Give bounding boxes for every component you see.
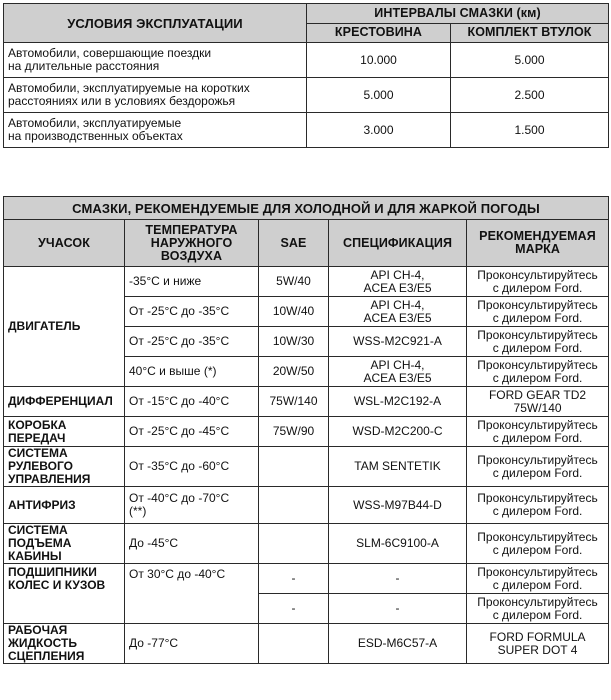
brand-cell: Проконсультируйтесь с дилером Ford.	[467, 417, 609, 447]
sae-cell: -	[259, 564, 329, 594]
spec-cell: SLM-6C9100-A	[329, 524, 467, 564]
temp-cell: 40°С и выше (*)	[125, 357, 259, 387]
temp-cell: До -77°С	[125, 624, 259, 664]
sae-cell	[259, 487, 329, 524]
sae-cell: 75W/90	[259, 417, 329, 447]
spec-cell: -	[329, 564, 467, 594]
table-row	[4, 43, 609, 78]
condition-cell: Автомобили, эксплуатируемые на коротких расстояниях или в условиях бездорожья	[4, 78, 307, 113]
spec-cell: WSL-M2C192-A	[329, 387, 467, 417]
brand-cell: Проконсультируйтесь с дилером Ford.	[467, 594, 609, 624]
table-row	[4, 417, 609, 447]
brand-cell: FORD GEAR TD2 75W/140	[467, 387, 609, 417]
table-row	[4, 524, 609, 564]
temp-cell: До -45°С	[125, 524, 259, 564]
table-row	[4, 267, 609, 297]
spec-cell: -	[329, 594, 467, 624]
bushing-value: 2.500	[451, 78, 609, 113]
lubrication-intervals-table	[3, 3, 609, 148]
table-row	[4, 624, 609, 664]
temp-cell: От -35°С до -60°С	[125, 447, 259, 487]
temp-cell: -35°С и ниже	[125, 267, 259, 297]
section-header: УЧАСОК	[4, 220, 125, 267]
spec-cell: TAM SENTETIK	[329, 447, 467, 487]
table-row	[4, 113, 609, 148]
brand-cell: Проконсультируйтесь с дилером Ford.	[467, 447, 609, 487]
sae-cell	[259, 624, 329, 664]
sae-cell: 20W/50	[259, 357, 329, 387]
brand-header: РЕКОМЕНДУЕМАЯ МАРКА	[467, 220, 609, 267]
steering-section: СИСТЕМА РУЛЕВОГО УПРАВЛЕНИЯ	[4, 447, 125, 487]
differential-section: ДИФФЕРЕНЦИАЛ	[4, 387, 125, 417]
conditions-header: УСЛОВИЯ ЭКСПЛУАТАЦИИ	[4, 4, 307, 43]
condition-cell: Автомобили, совершающие поездки на длительные расстояния	[4, 43, 307, 78]
bushing-header: КОМПЛЕКТ ВТУЛОК	[451, 23, 609, 43]
sae-cell: 10W/40	[259, 297, 329, 327]
table-row	[4, 78, 609, 113]
temperature-header: ТЕМПЕРАТУРА НАРУЖНОГО ВОЗДУХА	[125, 220, 259, 267]
brand-cell: Проконсультируйтесь с дилером Ford.	[467, 327, 609, 357]
cross-value: 10.000	[307, 43, 451, 78]
brand-cell: FORD FORMULA SUPER DOT 4	[467, 624, 609, 664]
spec-header: СПЕЦИФИКАЦИЯ	[329, 220, 467, 267]
sae-cell: 5W/40	[259, 267, 329, 297]
spec-cell: API CH-4, ACEA E3/E5	[329, 267, 467, 297]
temp-cell: От -25°С до -45°С	[125, 417, 259, 447]
brand-cell: Проконсультируйтесь с дилером Ford.	[467, 267, 609, 297]
spec-cell: ESD-M6C57-A	[329, 624, 467, 664]
brand-cell: Проконсультируйтесь с дилером Ford.	[467, 487, 609, 524]
engine-section: ДВИГАТЕЛЬ	[4, 267, 125, 387]
brand-cell: Проконсультируйтесь с дилером Ford.	[467, 357, 609, 387]
temp-cell: От -15°С до -40°С	[125, 387, 259, 417]
spec-cell: API CH-4, ACEA E3/E5	[329, 297, 467, 327]
spec-cell: WSD-M2C200-C	[329, 417, 467, 447]
sae-cell	[259, 524, 329, 564]
bushing-value: 1.500	[451, 113, 609, 148]
table-row	[4, 487, 609, 524]
brand-cell: Проконсультируйтесь с дилером Ford.	[467, 524, 609, 564]
condition-cell: Автомобили, эксплуатируемые на производственных объектах	[4, 113, 307, 148]
sae-header: SAE	[259, 220, 329, 267]
cross-header: КРЕСТОВИНА	[307, 23, 451, 43]
antifreeze-section: АНТИФРИЗ	[4, 487, 125, 524]
spec-cell: WSS-M97B44-D	[329, 487, 467, 524]
temp-cell: От -25°С до -35°С	[125, 327, 259, 357]
spec-cell: API CH-4, ACEA E3/E5	[329, 357, 467, 387]
table-row	[4, 387, 609, 417]
sae-cell: 10W/30	[259, 327, 329, 357]
gearbox-section: КОРОБКА ПЕРЕДАЧ	[4, 417, 125, 447]
lubricants-title: СМАЗКИ, РЕКОМЕНДУЕМЫЕ ДЛЯ ХОЛОДНОЙ И ДЛЯ ЖАРКОЙ ПОГОДЫ	[4, 197, 609, 220]
brand-cell: Проконсультируйтесь с дилером Ford.	[467, 564, 609, 594]
brand-cell: Проконсультируйтесь с дилером Ford.	[467, 297, 609, 327]
table-row	[4, 447, 609, 487]
bearings-section: ПОДШИПНИКИ КОЛЕС И КУЗОВ	[4, 564, 125, 624]
cross-value: 5.000	[307, 78, 451, 113]
temp-cell: От -25°С до -35°С	[125, 297, 259, 327]
spec-cell: WSS-M2C921-A	[329, 327, 467, 357]
cross-value: 3.000	[307, 113, 451, 148]
sae-cell	[259, 447, 329, 487]
recommended-lubricants-table	[3, 196, 609, 664]
sae-cell: -	[259, 594, 329, 624]
cab-lift-section: СИСТЕМА ПОДЪЕМА КАБИНЫ	[4, 524, 125, 564]
sae-cell: 75W/140	[259, 387, 329, 417]
table-row	[4, 564, 609, 594]
intervals-header: ИНТЕРВАЛЫ СМАЗКИ (км)	[307, 4, 609, 24]
temp-cell: От -40°С до -70°С (**)	[125, 487, 259, 524]
clutch-fluid-section: РАБОЧАЯ ЖИДКОСТЬ СЦЕПЛЕНИЯ	[4, 624, 125, 664]
bushing-value: 5.000	[451, 43, 609, 78]
temp-cell: От 30°С до -40°С	[125, 564, 259, 624]
